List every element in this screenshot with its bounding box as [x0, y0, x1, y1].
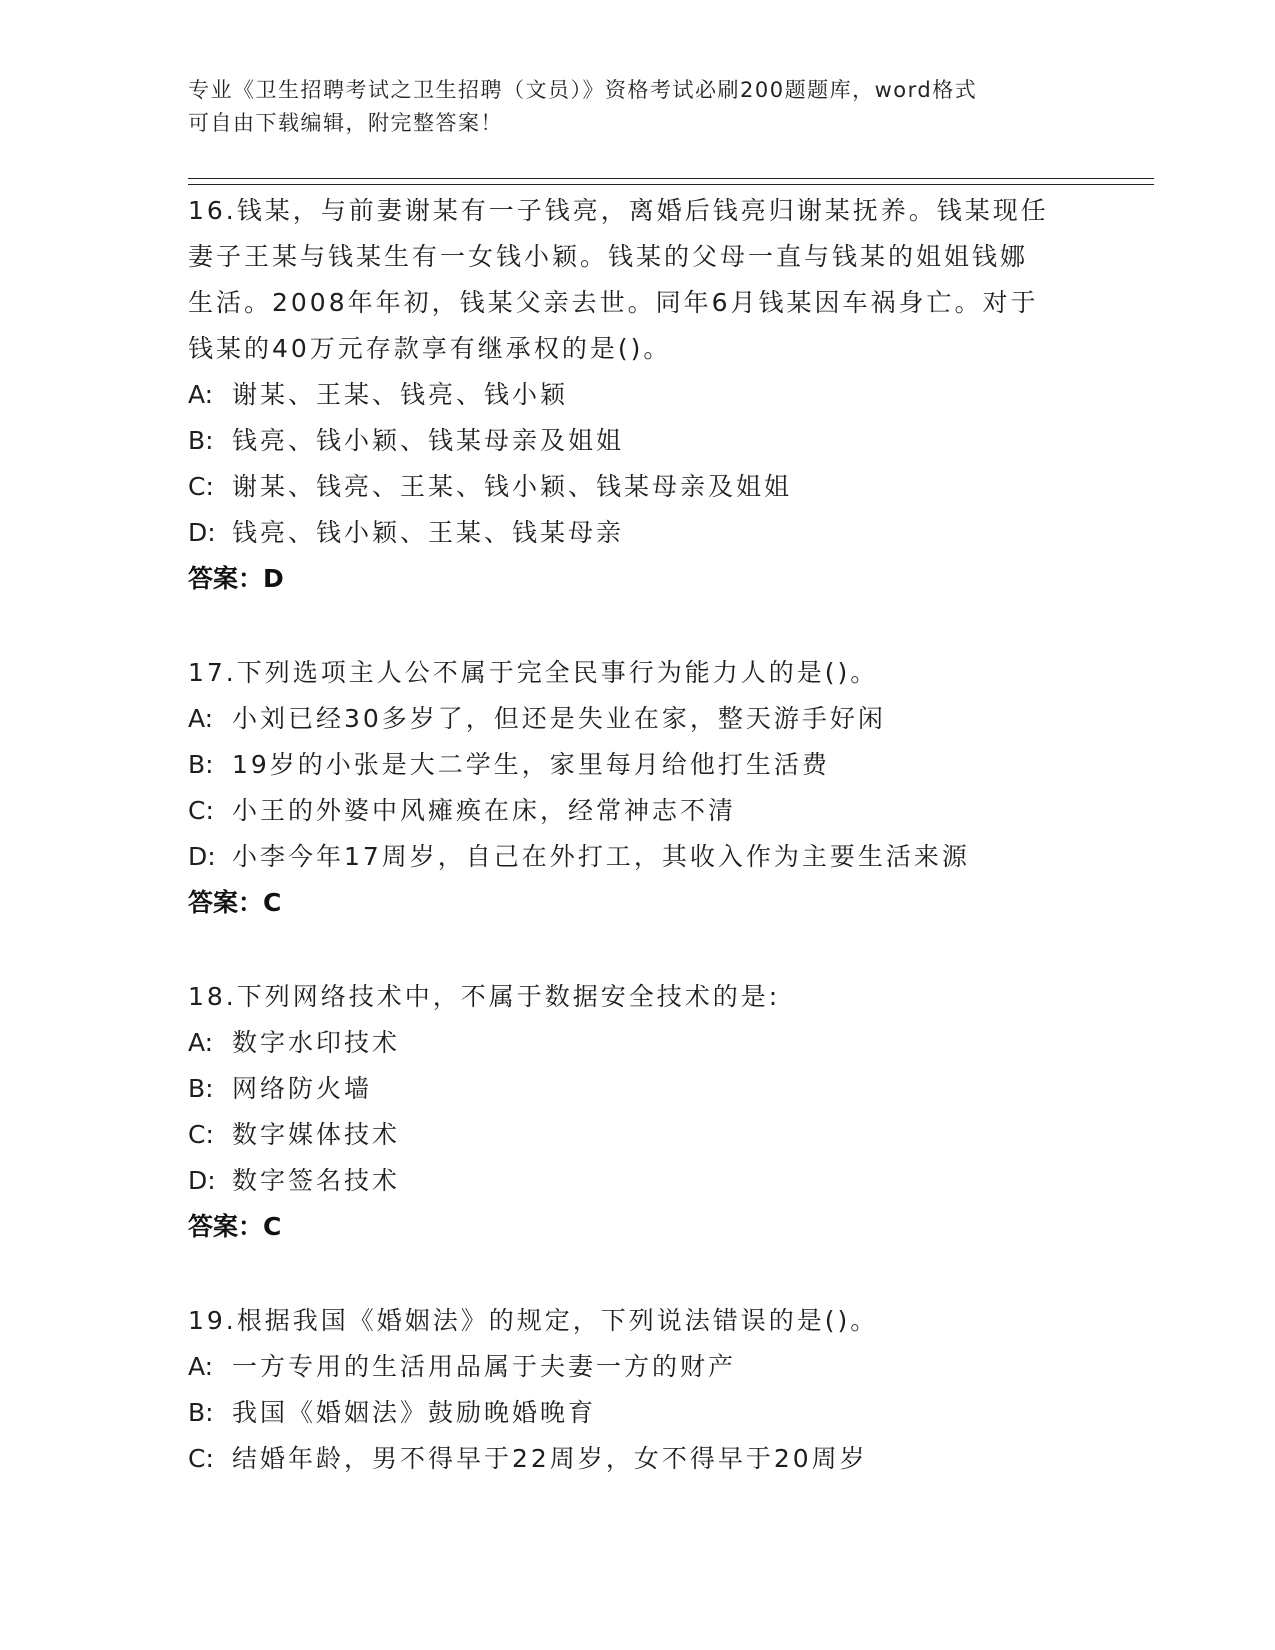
- answer-option: [188, 1158, 1148, 1204]
- option-text: 结婚年龄，男不得早于22周岁，女不得早于20周岁: [232, 1444, 868, 1473]
- answer-option: [188, 1344, 1148, 1390]
- answer-option: [188, 1066, 1148, 1112]
- header-line-2: 可自由下载编辑，附完整答案！: [188, 111, 503, 135]
- answer-line: 答案：D: [188, 564, 284, 593]
- header-divider-bottom: [188, 184, 1154, 185]
- question-stem-line: 16.钱某，与前妻谢某有一子钱亮，离婚后钱亮归谢某抚养。钱某现任: [188, 196, 1049, 225]
- option-key: B:: [188, 750, 214, 779]
- option-text: 钱亮、钱小颖、王某、钱某母亲: [232, 518, 625, 547]
- answer-option: [188, 1390, 1148, 1436]
- answer-option: [188, 1112, 1148, 1158]
- option-text: 数字媒体技术: [232, 1120, 401, 1149]
- option-key: D:: [188, 842, 216, 871]
- answer-option: [188, 1436, 1148, 1482]
- question-stem-line: 18.下列网络技术中，不属于数据安全技术的是:: [188, 982, 781, 1011]
- question-stem-line: 17.下列选项主人公不属于完全民事行为能力人的是()。: [188, 658, 879, 687]
- answer-option: [188, 742, 1148, 788]
- option-key: C:: [188, 796, 214, 825]
- header-divider-top: [188, 178, 1154, 179]
- option-text: 我国《婚姻法》鼓励晚婚晚育: [232, 1398, 597, 1427]
- question-stem: [188, 650, 1148, 696]
- answer-option: [188, 510, 1148, 556]
- option-key: A:: [188, 1028, 214, 1057]
- option-key: B:: [188, 1074, 214, 1103]
- question-stem: [188, 1298, 1148, 1344]
- question-block: [188, 650, 1148, 926]
- document-header: [188, 74, 1088, 140]
- option-key: A:: [188, 704, 214, 733]
- option-key: A:: [188, 380, 214, 409]
- option-text: 小王的外婆中风瘫痪在床，经常神志不清: [232, 796, 737, 825]
- option-text: 数字签名技术: [232, 1166, 401, 1195]
- answer-line: 答案：C: [188, 1212, 282, 1241]
- option-text: 小李今年17周岁，自己在外打工，其收入作为主要生活来源: [232, 842, 970, 871]
- option-text: 一方专用的生活用品属于夫妻一方的财产: [232, 1352, 737, 1381]
- answer-line: 答案：C: [188, 888, 282, 917]
- option-text: 钱亮、钱小颖、钱某母亲及姐姐: [232, 426, 625, 455]
- question-list: [188, 188, 1148, 1530]
- option-text: 数字水印技术: [232, 1028, 401, 1057]
- question-stem: [188, 188, 1148, 372]
- answer-option: [188, 372, 1148, 418]
- option-key: C:: [188, 1120, 214, 1149]
- answer-option: [188, 696, 1148, 742]
- question-stem-line: 19.根据我国《婚姻法》的规定，下列说法错误的是()。: [188, 1306, 879, 1335]
- option-text: 小刘已经30多岁了，但还是失业在家，整天游手好闲: [232, 704, 886, 733]
- question-stem: [188, 974, 1148, 1020]
- header-line-1: 专业《卫生招聘考试之卫生招聘（文员）》资格考试必刷200题题库，word格式: [188, 78, 978, 102]
- question-stem-line: 妻子王某与钱某生有一女钱小颖。钱某的父母一直与钱某的姐姐钱娜: [188, 242, 1029, 271]
- answer-option: [188, 1020, 1148, 1066]
- question-stem-line: 生活。2008年年初，钱某父亲去世。同年6月钱某因车祸身亡。对于: [188, 288, 1039, 317]
- option-text: 19岁的小张是大二学生，家里每月给他打生活费: [232, 750, 830, 779]
- option-key: B:: [188, 426, 214, 455]
- question-block: [188, 974, 1148, 1250]
- option-key: D:: [188, 518, 216, 547]
- answer-option: [188, 834, 1148, 880]
- option-key: D:: [188, 1166, 216, 1195]
- question-stem-line: 钱某的40万元存款享有继承权的是()。: [188, 334, 672, 363]
- option-text: 网络防火墙: [232, 1074, 373, 1103]
- question-block: [188, 188, 1148, 602]
- answer-option: [188, 788, 1148, 834]
- answer-option: [188, 418, 1148, 464]
- option-key: B:: [188, 1398, 214, 1427]
- option-text: 谢某、王某、钱亮、钱小颖: [232, 380, 569, 409]
- option-key: A:: [188, 1352, 214, 1381]
- option-text: 谢某、钱亮、王某、钱小颖、钱某母亲及姐姐: [232, 472, 793, 501]
- option-key: C:: [188, 1444, 214, 1473]
- answer-option: [188, 464, 1148, 510]
- question-block: [188, 1298, 1148, 1482]
- option-key: C:: [188, 472, 214, 501]
